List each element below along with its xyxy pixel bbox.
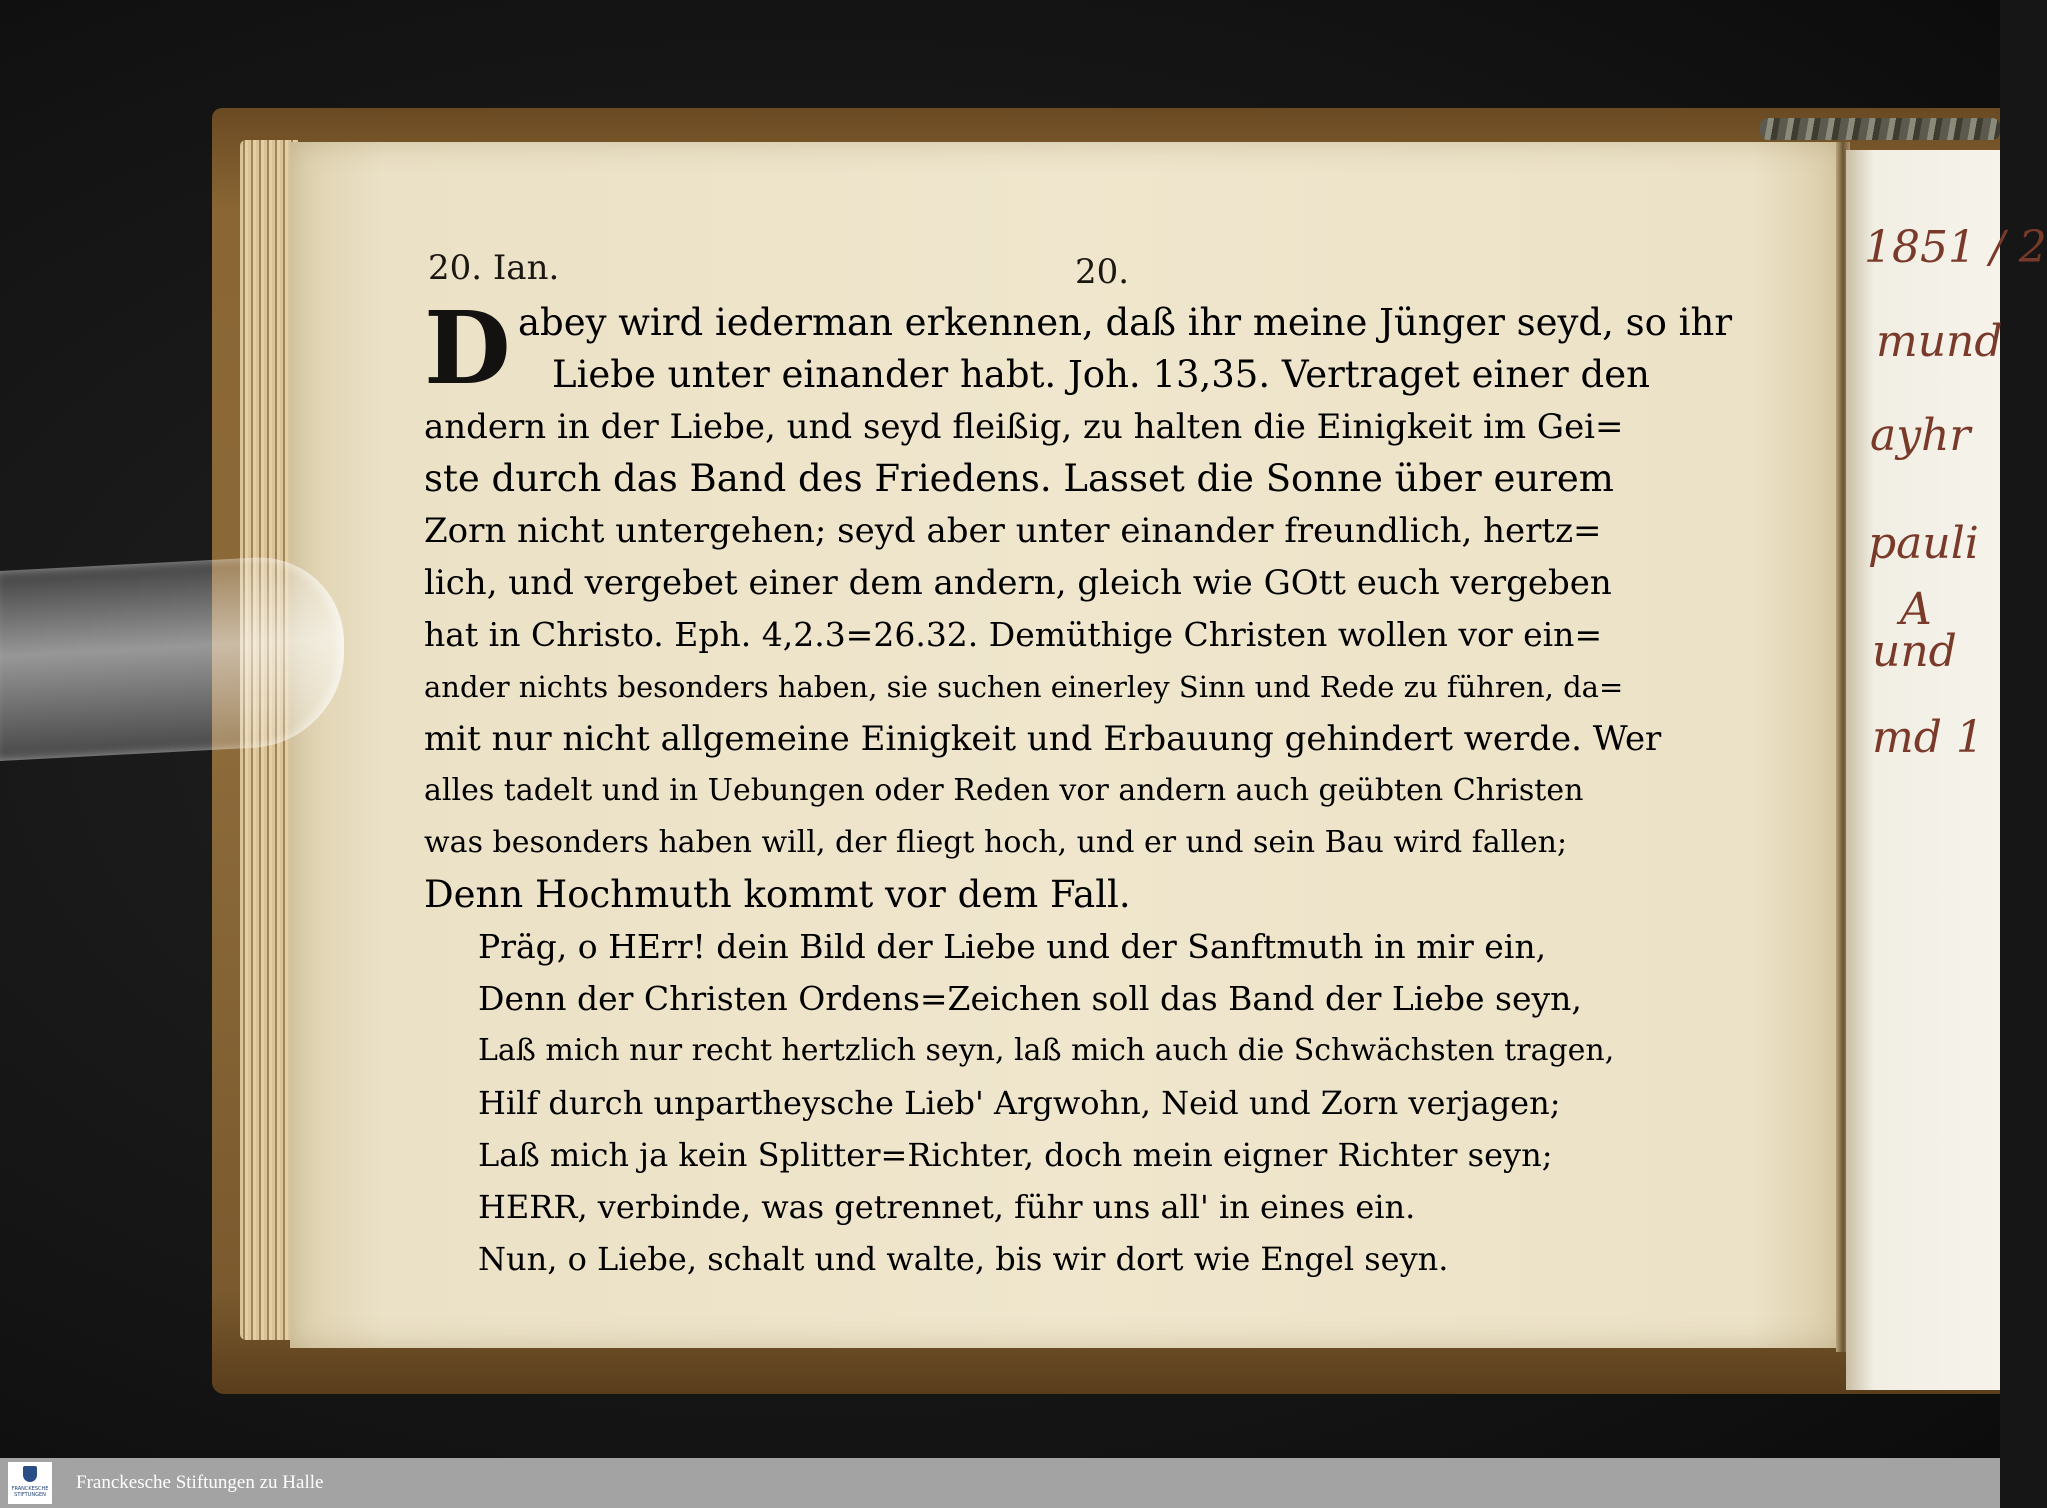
page-date-header: 20. Ian. <box>428 248 560 288</box>
prose-line: hat in Christo. Eph. 4,2.3=26.32. Demüthige Christen wollen vor ein= <box>424 615 1603 654</box>
prose-line: mit nur nicht allgemeine Einigkeit und Erbauung gehindert werde. Wer <box>424 719 1662 759</box>
verse-line: Laß mich ja kein Splitter=Richter, doch mein eigner Richter seyn; <box>478 1136 1553 1174</box>
prose-line: Denn Hochmuth kommt vor dem Fall. <box>424 873 1131 916</box>
verse-line: HERR, verbinde, was getrennet, führ uns all' in eines ein. <box>478 1188 1416 1226</box>
footer-bar <box>0 1458 2000 1508</box>
verse-line: Hilf durch unpartheysche Lieb' Argwohn, Neid und Zorn verjagen; <box>478 1084 1561 1122</box>
institution-logo[interactable] <box>8 1462 52 1504</box>
handwriting-line: und <box>1872 626 1957 677</box>
prose-line: Zorn nicht untergehen; seyd aber unter einander freundlich, hertz= <box>424 511 1602 551</box>
page-number: 20. <box>1075 252 1130 292</box>
drop-cap: D <box>424 289 511 407</box>
prose-line: Liebe unter einander habt. Joh. 13,35. Vertraget einer den <box>552 353 1650 396</box>
handwriting-line: ayhr <box>1870 410 1971 461</box>
prose-line: ste durch das Band des Friedens. Lasset die Sonne über eurem <box>424 457 1614 500</box>
prose-line: was besonders haben will, der fliegt hoch, und er und sein Bau wird fallen; <box>424 825 1568 860</box>
logo-text: FRANCKESCHE STIFTUNGEN <box>11 1486 49 1498</box>
prose-line: abey wird iederman erkennen, daß ihr meine Jünger seyd, so ihr <box>518 301 1733 344</box>
handwriting-line: pauli <box>1868 518 1979 569</box>
prose-line: ander nichts besonders haben, sie suchen einerley Sinn und Rede zu führen, da= <box>424 670 1624 704</box>
institution-name[interactable]: Franckesche Stiftungen zu Halle <box>76 1472 324 1493</box>
verse-line: Laß mich nur recht hertzlich seyn, laß mich auch die Schwächsten tragen, <box>478 1033 1615 1068</box>
prose-line: lich, und vergebet einer dem andern, gleich wie GOtt euch vergeben <box>424 563 1612 603</box>
verse-line: Denn der Christen Ordens=Zeichen soll das Band der Liebe seyn, <box>478 979 1582 1018</box>
prose-line: alles tadelt und in Uebungen oder Reden vor andern auch geübten Christen <box>424 773 1584 808</box>
prose-line: andern in der Liebe, und seyd fleißig, zu halten die Einigkeit im Gei= <box>424 407 1624 447</box>
handwriting-line: mund <box>1876 316 2003 367</box>
page-clip <box>0 553 344 761</box>
handwriting-line: md 1 <box>1872 712 1984 763</box>
verse-line: Nun, o Liebe, schalt und walte, bis wir dort wie Engel seyn. <box>478 1240 1449 1278</box>
binding-cord <box>1760 118 2000 140</box>
handwriting-line: A <box>1900 584 1932 635</box>
handwriting-line: 1851 / 2 <box>1864 222 2047 273</box>
shield-icon <box>23 1466 37 1482</box>
verse-line: Präg, o HErr! dein Bild der Liebe und der Sanftmuth in mir ein, <box>478 927 1547 966</box>
